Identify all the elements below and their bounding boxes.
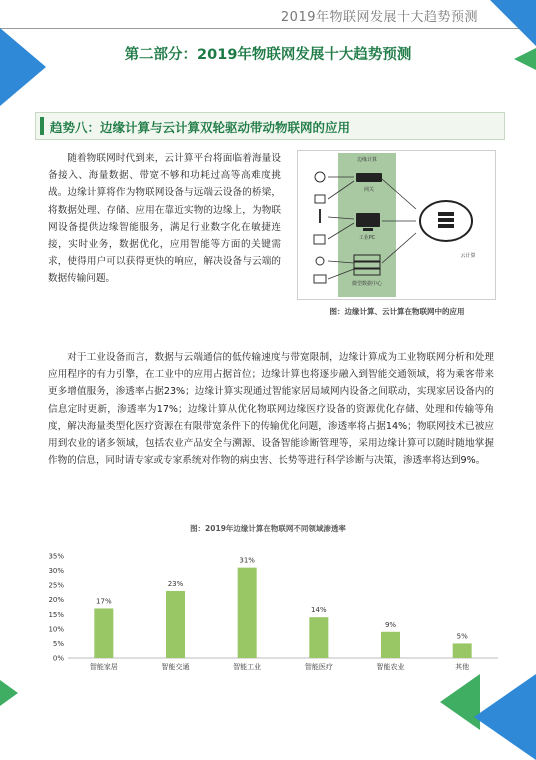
bulb-icon	[316, 257, 324, 265]
chart-title: 图：2019年边缘计算在物联网不同领域渗透率	[190, 524, 346, 533]
y-tick-label: 20%	[48, 596, 64, 605]
header-divider	[0, 28, 536, 29]
edge-cloud-diagram	[297, 150, 496, 300]
chart-bar	[453, 643, 472, 658]
intro-paragraph: 随着物联网时代到来，云计算平台将面临着海量设备接入、海量数据、带宽不够和功耗过高等高难度挑战。边缘计算将作为物联网设备与远端云设备的桥梁，将数据处理、存储、应用在靠近实物的边缘上，为物联网设备提供边缘智能服务，满足行业数字化在敏捷连接，实时业务，数据优化，应用智能等方面的关键需求，使得用户可以获得更快的响应，解决设备与云端的数据传输问题。	[48, 153, 281, 285]
figure-caption: 图：边缘计算、云计算在物联网中的应用	[329, 307, 465, 316]
gateway-icon	[356, 173, 382, 182]
bottom-right-blue-triangle	[474, 674, 536, 760]
data-label: 31%	[239, 556, 255, 565]
top-right-blue-triangle	[490, 0, 536, 46]
chart-bar	[309, 617, 328, 658]
cloud-label: 云计算	[460, 253, 476, 259]
edge-label: 边缘计算	[356, 157, 378, 163]
data-label: 17%	[96, 597, 112, 606]
category-label: 其他	[455, 663, 470, 671]
data-label: 14%	[311, 606, 327, 615]
trend-title: 趋势八：边缘计算与云计算双轮驱动带动物联网的应用	[50, 120, 351, 135]
trend-heading-bar	[35, 112, 505, 140]
body-paragraph: 对于工业设备而言，数据与云端通信的低传输速度与带宽限制，边缘计算成为工业物联网分析和处理应用程序的有力引擎，在工业中的应用占据首位；边缘计算也将逐步融入到智能交通领域，将为乘客带来更多增值服务，渗透率占据23%；边缘计算实现通过智能家居局域网内设备之间联动，实现家居设备内的信息定时更新，渗透率为17%；边缘计算从优化物联网边缘医疗设备的资源优化存储、处理和传输等角度，解决海量类型化医疗资源在有限带宽条件下的传输优化问题，渗透率将占据14%；物联网技术已被应用到农业的诸多领域，包括农业产品安全与溯源、设备智能诊断管理等，采用边缘计算可以随时随地掌握作物的信息，同时请专家或专家系统对作物的病虫害、长势等进行科学诊断与决策，渗透率将达到9%。	[48, 352, 494, 467]
chart-bar	[381, 632, 400, 658]
data-label: 23%	[167, 579, 184, 588]
data-label: 5%	[456, 632, 468, 641]
industrial-pc-label: 工业PC	[358, 235, 376, 241]
category-label: 智能医疗	[304, 663, 333, 671]
y-tick-label: 0%	[52, 654, 64, 663]
data-label: 9%	[384, 620, 397, 629]
y-tick-label: 30%	[48, 567, 64, 576]
page-header-title: 2019年物联网发展十大趋势预测	[280, 10, 478, 25]
industrial-pc-icon	[356, 213, 380, 227]
dc-label: 微型数据中心	[351, 281, 383, 287]
chart-bar	[94, 608, 113, 658]
sensor-icon	[315, 195, 325, 203]
y-tick-label: 15%	[48, 610, 64, 619]
chart-bar	[238, 568, 257, 658]
y-tick-label: 10%	[48, 625, 64, 634]
y-tick-label: 25%	[48, 581, 64, 590]
y-tick-label: 5%	[52, 639, 64, 648]
gateway-label: 网关	[363, 187, 375, 193]
trend-accent-mark	[40, 117, 44, 135]
camera-icon	[315, 172, 325, 182]
section-title: 第二部分：2019年物联网发展十大趋势预测	[124, 47, 412, 63]
meter-icon	[314, 235, 325, 244]
chart-bar	[166, 591, 185, 658]
category-label: 智能工业	[233, 663, 262, 671]
diagram-svg	[298, 151, 495, 299]
bottom-left-green-triangle	[0, 680, 18, 706]
category-label: 智能农业	[376, 663, 405, 671]
y-tick-label: 35%	[48, 552, 64, 561]
device-icon	[314, 275, 326, 283]
top-left-blue-triangle	[0, 28, 46, 106]
category-label: 智能交通	[161, 663, 190, 671]
penetration-bar-chart	[30, 540, 506, 674]
category-label: 智能家居	[89, 663, 118, 671]
